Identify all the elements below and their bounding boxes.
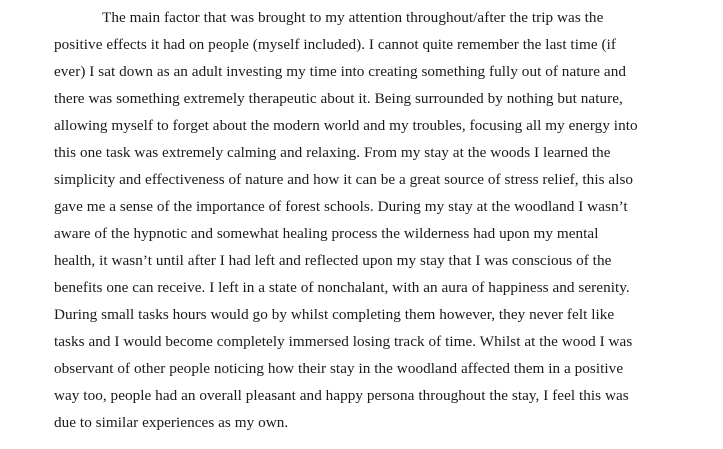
paragraph-line-6: this one task was extremely calming and relaxing. From my stay at the woods I learned the xyxy=(54,144,611,161)
paragraph-line-5: allowing myself to forget about the modern world and my troubles, focusing all my energy into xyxy=(54,117,638,134)
paragraph-line-15: way too, people had an overall pleasant and happy persona throughout the stay, I feel this was xyxy=(54,387,629,404)
paragraph-line-16: due to similar experiences as my own. xyxy=(54,414,289,431)
paragraph-line-12: During small tasks hours would go by whilst completing them however, they never felt like xyxy=(54,306,615,323)
paragraph-line-13: tasks and I would become completely immersed losing track of time. Whilst at the wood I was xyxy=(54,333,633,350)
paragraph-line-4: there was something extremely therapeutic about it. Being surrounded by nothing but nature, xyxy=(54,90,623,107)
paragraph-line-1: The main factor that was brought to my attention throughout/after the trip was the xyxy=(102,9,604,26)
paragraph-line-2: positive effects it had on people (myself included). I cannot quite remember the last time (if xyxy=(54,36,616,53)
paragraph-line-11: benefits one can receive. I left in a state of nonchalant, with an aura of happiness and serenity. xyxy=(54,279,630,296)
paragraph-line-10: health, it wasn’t until after I had left and reflected upon my stay that I was conscious of the xyxy=(54,252,612,269)
paragraph-line-14: observant of other people noticing how their stay in the woodland affected them in a positive xyxy=(54,360,624,377)
paragraph-line-9: aware of the hypnotic and somewhat healing process the wilderness had upon my mental xyxy=(54,225,599,242)
paragraph-line-7: simplicity and effectiveness of nature and how it can be a great source of stress relief, this also xyxy=(54,171,634,188)
paragraph-line-8: gave me a sense of the importance of forest schools. During my stay at the woodland I wasn’t xyxy=(54,198,628,215)
paragraph-line-3: ever) I sat down as an adult investing my time into creating something fully out of nature and xyxy=(54,63,626,80)
